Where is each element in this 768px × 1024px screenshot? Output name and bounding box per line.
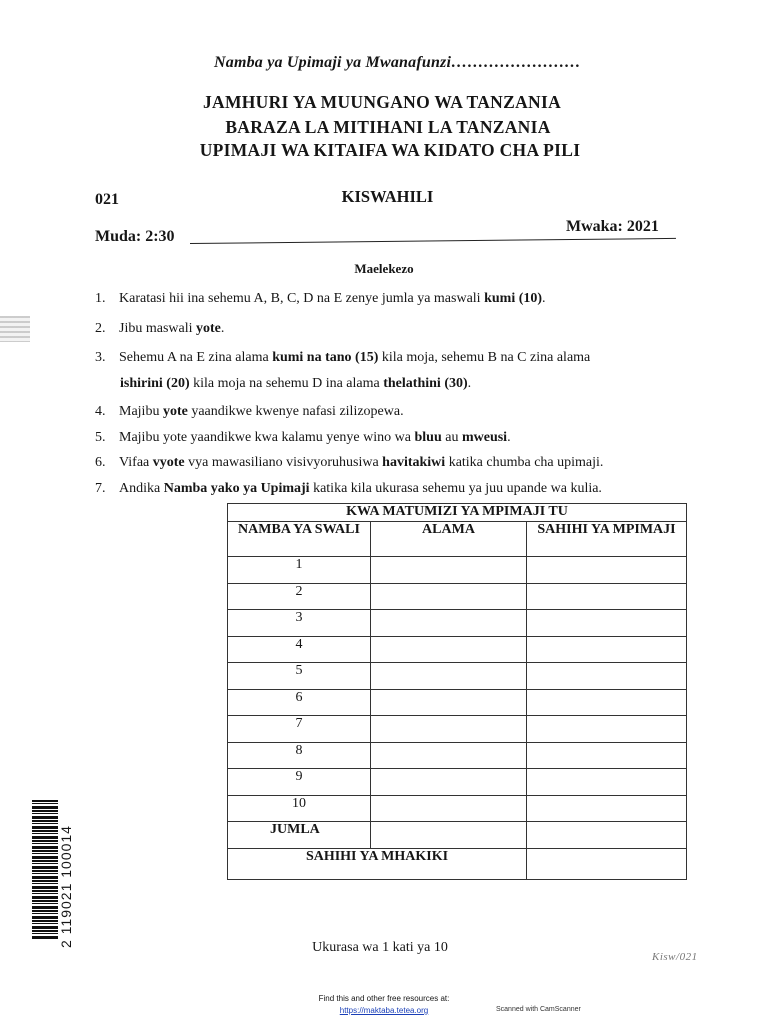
- instruction-text: Andika: [119, 481, 164, 496]
- scanner-watermark: Scanned with CamScanner: [496, 1006, 581, 1013]
- duration: Muda: 2:30: [95, 228, 175, 245]
- instruction-text: kila moja, sehemu B na C zina alama: [378, 350, 591, 365]
- instruction-emphasis: thelathini: [383, 376, 441, 391]
- instruction-number: 7.: [95, 481, 106, 496]
- question-number-cell: 7: [228, 716, 371, 743]
- column-examiner-signature: SAHIHI YA MPIMAJI: [527, 522, 687, 557]
- instruction-emphasis: (30): [444, 376, 468, 391]
- total-label: JUMLA: [228, 822, 371, 849]
- barcode-number: 2 119021 100014: [58, 825, 74, 948]
- instruction-line: [95, 322, 224, 336]
- instruction-number: 2.: [95, 321, 106, 336]
- instruction-line: [95, 292, 546, 306]
- question-number-cell: 9: [228, 769, 371, 796]
- instructions-title: Maelekezo: [354, 261, 414, 276]
- signature-cell[interactable]: [527, 663, 687, 690]
- instruction-text: vya mawasiliano visivyoruhusiwa: [184, 455, 383, 470]
- instruction-text: .: [542, 291, 546, 306]
- marks-cell[interactable]: [371, 663, 527, 690]
- instruction-emphasis: Namba yako ya Upimaji: [163, 481, 310, 496]
- instruction-text: .: [467, 376, 472, 391]
- instruction-text: au: [441, 430, 462, 445]
- header-republic: JAMHURI YA MUUNGANO WA TANZANIA: [202, 92, 562, 112]
- instruction-number: 5.: [95, 430, 106, 445]
- signature-cell[interactable]: [527, 689, 687, 716]
- instruction-emphasis: mweusi: [461, 430, 508, 445]
- instruction-text: Jibu maswali: [119, 321, 196, 336]
- resources-note: Find this and other free resources at:: [318, 994, 450, 1003]
- instruction-line: [95, 431, 511, 445]
- header-rule: [190, 238, 676, 244]
- scan-smudge: [0, 316, 30, 342]
- instruction-number: 4.: [95, 404, 106, 419]
- marks-cell[interactable]: [371, 742, 527, 769]
- instruction-text: katika chumba cha upimaji.: [445, 455, 604, 470]
- barcode: [32, 800, 58, 940]
- question-number-cell: 5: [228, 663, 371, 690]
- question-number-cell: 3: [228, 610, 371, 637]
- marks-cell[interactable]: [371, 769, 527, 796]
- signature-cell[interactable]: [527, 795, 687, 822]
- instruction-emphasis: (15): [355, 350, 379, 365]
- total-signature-cell[interactable]: [527, 822, 687, 849]
- instruction-number: 3.: [95, 350, 106, 365]
- marks-cell[interactable]: [371, 636, 527, 663]
- instruction-emphasis: yote: [196, 321, 221, 336]
- instruction-line: [95, 405, 404, 419]
- total-marks-cell[interactable]: [371, 822, 527, 849]
- header-exam: UPIMAJI WA KITAIFA WA KIDATO CHA PILI: [199, 140, 581, 160]
- instruction-text: Majibu yote yaandikwe kwa kalamu yenye wino wa: [119, 430, 415, 445]
- signature-cell[interactable]: [527, 716, 687, 743]
- subject-code: 021: [95, 191, 119, 208]
- instruction-text: katika kila ukurasa sehemu ya juu upande wa kulia.: [309, 481, 602, 496]
- instruction-emphasis: bluu: [414, 430, 442, 445]
- instruction-emphasis: yote: [162, 404, 188, 419]
- instruction-line: [95, 351, 590, 365]
- marking-table: [227, 503, 687, 880]
- instruction-number: 6.: [95, 455, 106, 470]
- page-number: Ukurasa wa 1 kati ya 10: [312, 940, 448, 955]
- signature-cell[interactable]: [527, 636, 687, 663]
- instruction-text: Vifaa: [119, 455, 153, 470]
- marking-table-title: KWA MATUMIZI YA MPIMAJI TU: [228, 504, 687, 522]
- question-number-cell: 10: [228, 795, 371, 822]
- checker-signature-cell[interactable]: [527, 848, 687, 879]
- marks-cell[interactable]: [371, 689, 527, 716]
- column-marks: ALAMA: [371, 522, 527, 557]
- signature-cell[interactable]: [527, 610, 687, 637]
- question-number-cell: 1: [228, 557, 371, 584]
- question-number-cell: 4: [228, 636, 371, 663]
- instruction-line: [120, 377, 471, 391]
- instruction-emphasis: havitakiwi: [382, 455, 446, 470]
- instruction-text: .: [507, 430, 511, 445]
- paper-reference: Kisw/021: [652, 951, 698, 963]
- signature-cell[interactable]: [527, 769, 687, 796]
- header-council: BARAZA LA MITIHANI LA TANZANIA: [225, 117, 551, 137]
- instruction-text: kila moja na sehemu D ina alama: [189, 376, 384, 391]
- instruction-line: [95, 482, 602, 496]
- resources-link[interactable]: https://maktaba.tetea.org: [339, 1006, 429, 1015]
- student-number-label: Namba ya Upimaji ya Mwanafunzi……………………: [214, 54, 581, 71]
- instruction-emphasis: kumi (10): [484, 291, 543, 306]
- question-number-cell: 2: [228, 583, 371, 610]
- instruction-number: 1.: [95, 291, 106, 306]
- instruction-emphasis: ishirini (20): [120, 376, 190, 391]
- marks-cell[interactable]: [371, 716, 527, 743]
- marks-cell[interactable]: [371, 583, 527, 610]
- marks-cell[interactable]: [371, 557, 527, 584]
- signature-cell[interactable]: [527, 583, 687, 610]
- checker-signature-label: SAHIHI YA MHAKIKI: [228, 848, 527, 879]
- instruction-emphasis: vyote: [152, 455, 185, 470]
- instruction-text: yaandikwe kwenye nafasi zilizopewa.: [187, 404, 404, 419]
- year: Mwaka: 2021: [566, 218, 659, 235]
- signature-cell[interactable]: [527, 742, 687, 769]
- instruction-line: [95, 456, 603, 470]
- signature-cell[interactable]: [527, 557, 687, 584]
- question-number-cell: 8: [228, 742, 371, 769]
- instruction-text: .: [220, 321, 225, 336]
- subject-title: KISWAHILI: [341, 187, 434, 206]
- marks-cell[interactable]: [371, 795, 527, 822]
- column-question-number: NAMBA YA SWALI: [228, 522, 371, 557]
- instruction-text: Karatasi hii ina sehemu A, B, C, D na E zenye jumla ya maswali: [119, 291, 485, 306]
- instruction-text: Majibu: [119, 404, 163, 419]
- instruction-text: Sehemu A na E zina alama: [119, 350, 273, 365]
- marks-cell[interactable]: [371, 610, 527, 637]
- question-number-cell: 6: [228, 689, 371, 716]
- instruction-emphasis: kumi na tano: [272, 350, 352, 365]
